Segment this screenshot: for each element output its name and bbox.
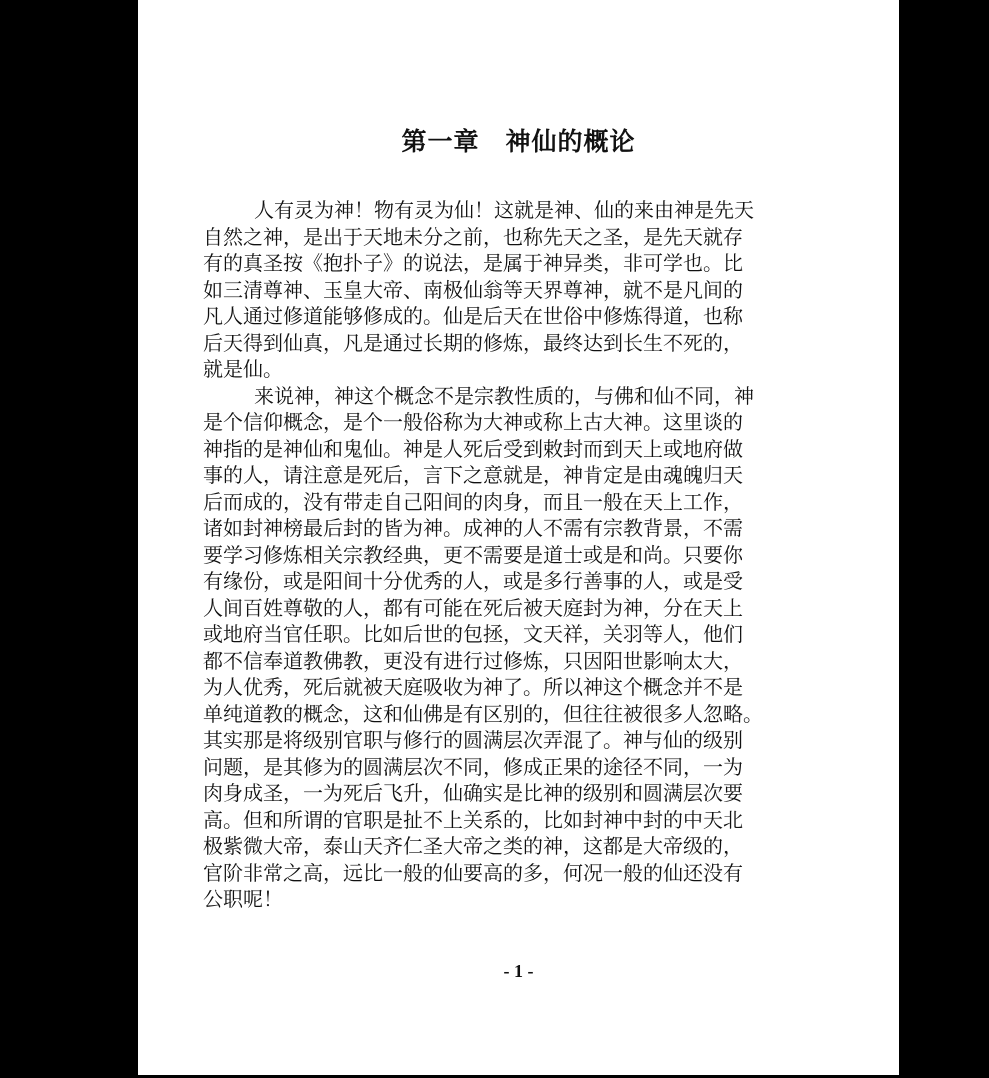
paragraph-1-line-5: 凡人通过修道能够修成的。仙是后天在世俗中修炼得道，也称 [203, 304, 743, 328]
page-number: - 1 - [503, 961, 534, 981]
paragraph-2-line-12: 为人优秀，死后就被天庭吸收为神了。所以神这个概念并不是 [203, 675, 743, 699]
paragraph-2-line-1: 来说神，神这个概念不是宗教性质的，与佛和仙不同，神 [254, 383, 754, 408]
paragraph-2-line-17: 高。但和所谓的官职是扯不上关系的，比如封神中封的中天北 [203, 807, 743, 832]
paragraph-1-line-1: 人有灵为神！物有灵为仙！这就是神、仙的来由神是先天 [254, 198, 754, 222]
paragraph-2-line-19: 官阶非常之高，远比一般的仙要高的多，何况一般的仙还没有 [203, 860, 743, 885]
paragraph-1-line-2: 自然之神，是出于天地未分之前，也称先天之圣，是先天就存 [203, 224, 743, 249]
paragraph-1-line-4: 如三清尊神、玉皇大帝、南极仙翁等天界尊神，就不是凡间的 [203, 277, 743, 302]
paragraph-2-line-7: 要学习修炼相关宗教经典，更不需要是道士或是和尚。只要你 [203, 542, 743, 567]
paragraph-2-line-8: 有缘份，或是阳间十分优秀的人，或是多行善事的人，或是受 [203, 569, 743, 593]
paragraph-2-line-11: 都不信奉道教佛教，更没有进行过修炼，只因阳世影响太大， [203, 648, 743, 673]
paragraph-2-line-10: 或地府当官任职。比如后世的包拯，文天祥，关羽等人，他们 [203, 622, 743, 646]
paragraph-2-line-15: 问题，是其修为的圆满层次不同，修成正果的途径不同，一为 [203, 754, 743, 779]
paragraph-2-line-18: 极紫微大帝，泰山天齐仁圣大帝之类的神，这都是大帝级的， [203, 834, 743, 858]
paragraph-2-line-13: 单纯道教的概念，这和仙佛是有区别的，但往往被很多人忽略。 [203, 701, 763, 726]
paragraph-1-line-3: 有的真圣按《抱扑子》的说法，是属于神异类，非可学也。比 [203, 251, 743, 275]
paragraph-2-line-6: 诸如封神榜最后封的皆为神。成神的人不需有宗教背景，不需 [203, 516, 743, 540]
paragraph-2-line-20: 公职呢！ [203, 887, 283, 911]
paragraph-2-line-5: 后而成的，没有带走自己阳间的肉身，而且一般在天上工作， [203, 489, 743, 514]
paragraph-2-line-14: 其实那是将级别官职与修行的圆满层次弄混了。神与仙的级别 [203, 728, 743, 752]
body-text [203, 197, 828, 913]
paragraph-1-line-6: 后天得到仙真，凡是通过长期的修炼，最终达到长生不死的， [203, 330, 743, 355]
paragraph-2-line-16: 肉身成圣，一为死后飞升，仙确实是比神的级别和圆满层次要 [203, 781, 743, 805]
paragraph-2-line-4: 事的人，请注意是死后，言下之意就是，神肯定是由魂魄归天 [203, 463, 743, 487]
paragraph-2-line-3: 神指的是神仙和鬼仙。神是人死后受到敕封而到天上或地府做 [203, 436, 743, 461]
document-page [138, 0, 899, 1075]
paragraph-2-line-2: 是个信仰概念，是个一般俗称为大神或称上古大神。这里谈的 [203, 410, 743, 434]
chapter-title: 第一章 神仙的概论 [401, 127, 636, 156]
paragraph-2-line-9: 人间百姓尊敬的人，都有可能在死后被天庭封为神，分在天上 [203, 595, 743, 620]
paragraph-1-line-7: 就是仙。 [203, 357, 283, 381]
